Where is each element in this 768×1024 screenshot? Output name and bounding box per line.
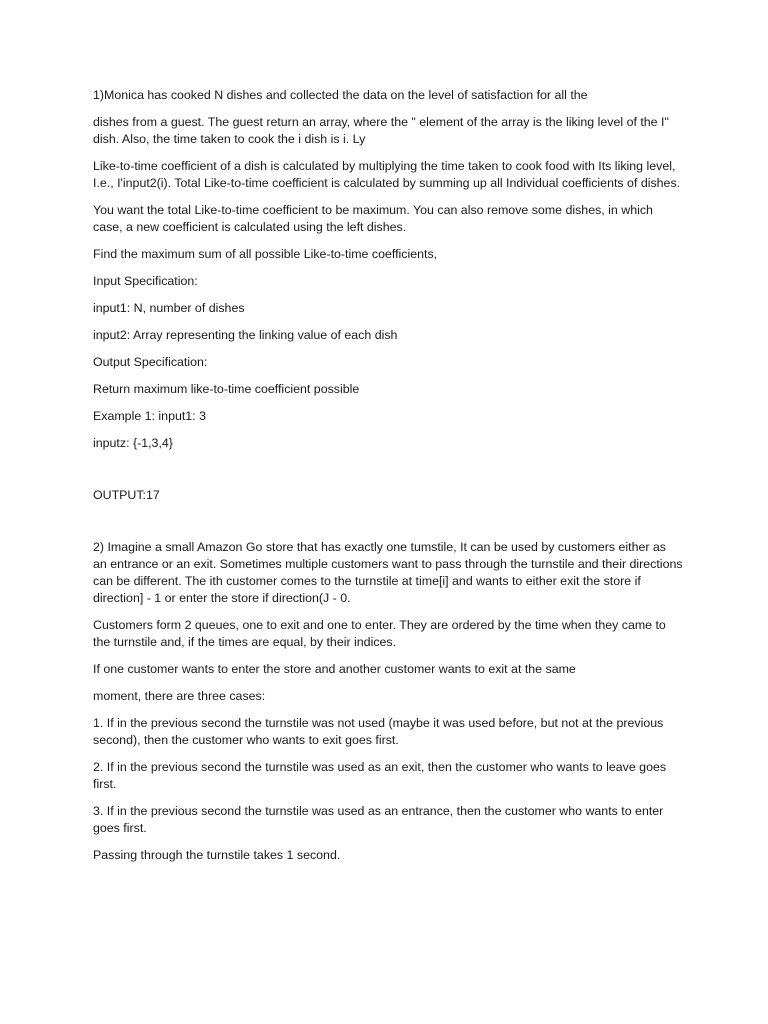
paragraph: Like-to-time coefficient of a dish is calculated by multiplying the time taken to cook food with Its liking level, I.e., I'input2(i). Total Like-to-time coefficient is calculated by summing up all Individual coefficients of dishes. bbox=[93, 159, 681, 190]
paragraph: Passing through the turnstile takes 1 second. bbox=[93, 848, 341, 862]
paragraph: OUTPUT:17 bbox=[93, 488, 160, 502]
paragraph: 2. If in the previous second the turnstile was used as an exit, then the customer who wants to leave goes first. bbox=[93, 760, 667, 791]
paragraph: 1. If in the previous second the turnstile was not used (maybe it was used before, but not at the previous second), then the customer who wants to exit goes first. bbox=[93, 716, 664, 747]
paragraph: Output Specification: bbox=[93, 355, 208, 369]
paragraph: If one customer wants to enter the store and another customer wants to exit at the same bbox=[93, 662, 576, 676]
paragraph: Customers form 2 queues, one to exit and one to enter. They are ordered by the time when they came to the turnstile and, if the times are equal, by their indices. bbox=[93, 618, 666, 649]
paragraph: inputz: {-1,3,4} bbox=[93, 436, 173, 450]
paragraph: 3. If in the previous second the turnstile was used as an entrance, then the customer who wants to enter goes first. bbox=[93, 804, 664, 835]
paragraph: 1)Monica has cooked N dishes and collected the data on the level of satisfaction for all the bbox=[93, 88, 588, 102]
paragraph: 2) Imagine a small Amazon Go store that has exactly one tumstile, It can be used by customers either as an entrance or an exit. Sometimes multiple customers want to pass through the turnstile and their directions can be different. The ith customer comes to the turnstile at time[i] and wants to either exit the store if direction] - 1 or enter the store if direction(J - 0. bbox=[93, 540, 683, 605]
paragraph: dishes from a guest. The guest return an array, where the " element of the array is the liking level of the I" dish. Also, the time taken to cook the i dish is i. Ly bbox=[93, 115, 669, 146]
paragraph: Find the maximum sum of all possible Like-to-time coefficients, bbox=[93, 247, 438, 261]
paragraph: You want the total Like-to-time coefficient to be maximum. You can also remove some dishes, in which case, a new coefficient is calculated using the left dishes. bbox=[93, 203, 653, 234]
paragraph: input1: N, number of dishes bbox=[93, 301, 245, 315]
paragraph: Example 1: input1: 3 bbox=[93, 409, 206, 423]
document-body bbox=[93, 87, 683, 874]
paragraph: Input Specification: bbox=[93, 274, 198, 288]
paragraph: input2: Array representing the linking value of each dish bbox=[93, 328, 398, 342]
paragraph: Return maximum like-to-time coefficient possible bbox=[93, 382, 360, 396]
paragraph: moment, there are three cases: bbox=[93, 689, 266, 703]
